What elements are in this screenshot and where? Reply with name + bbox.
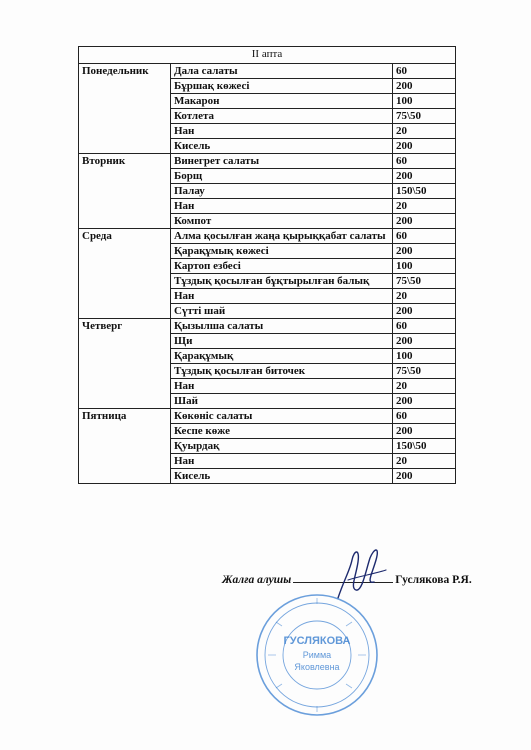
stamp-name: ГУСЛЯКОВА [283, 635, 351, 647]
day-name: Среда [79, 229, 171, 244]
menu-row [79, 304, 456, 319]
day-cell-empty [79, 139, 171, 154]
menu-row [79, 214, 456, 229]
dish-name: Винегрет салаты [171, 154, 393, 169]
dish-amount: 200 [393, 79, 456, 94]
dish-amount: 20 [393, 124, 456, 139]
dish-name: Алма қосылған жаңа қырыққабат салаты [171, 229, 393, 244]
signature-label: Жалға алушы [222, 574, 292, 586]
dish-amount: 60 [393, 409, 456, 424]
day-cell-empty [79, 169, 171, 184]
dish-name: Шай [171, 394, 393, 409]
dish-amount: 20 [393, 454, 456, 469]
dish-name: Тұздық қосылған бұқтырылған балық [171, 274, 393, 289]
menu-row [79, 274, 456, 289]
dish-name: Дала салаты [171, 64, 393, 79]
menu-row [79, 319, 456, 334]
day-cell-empty [79, 274, 171, 289]
dish-name: Қуырдақ [171, 439, 393, 454]
day-cell-empty [79, 184, 171, 199]
menu-row [79, 169, 456, 184]
day-cell-empty [79, 469, 171, 484]
dish-amount: 60 [393, 319, 456, 334]
menu-row [79, 334, 456, 349]
dish-amount: 100 [393, 259, 456, 274]
menu-row [79, 94, 456, 109]
dish-amount: 75\50 [393, 364, 456, 379]
menu-table [78, 46, 456, 484]
dish-amount: 200 [393, 304, 456, 319]
day-cell-empty [79, 379, 171, 394]
dish-amount: 200 [393, 469, 456, 484]
dish-name: Тұздық қосылған биточек [171, 364, 393, 379]
menu-row [79, 184, 456, 199]
menu-row [79, 229, 456, 244]
day-name: Вторник [79, 154, 171, 169]
menu-row [79, 349, 456, 364]
dish-name: Нан [171, 124, 393, 139]
dish-name: Нан [171, 199, 393, 214]
dish-name: Нан [171, 454, 393, 469]
menu-row [79, 409, 456, 424]
menu-row [79, 364, 456, 379]
menu-row [79, 379, 456, 394]
dish-name: Кеспе көже [171, 424, 393, 439]
dish-name: Компот [171, 214, 393, 229]
day-cell-empty [79, 394, 171, 409]
dish-amount: 200 [393, 139, 456, 154]
dish-amount: 100 [393, 349, 456, 364]
day-cell-empty [79, 79, 171, 94]
day-cell-empty [79, 364, 171, 379]
dish-name: Қарақұмық көжесі [171, 244, 393, 259]
menu-row [79, 394, 456, 409]
dish-amount: 200 [393, 244, 456, 259]
stamp-patronymic: Яковлевна [294, 662, 340, 672]
day-cell-empty [79, 334, 171, 349]
day-cell-empty [79, 304, 171, 319]
dish-amount: 20 [393, 289, 456, 304]
menu-row [79, 259, 456, 274]
dish-name: Котлета [171, 109, 393, 124]
dish-amount: 200 [393, 394, 456, 409]
dish-name: Сүтті шай [171, 304, 393, 319]
week-title: II апта [79, 47, 456, 64]
dish-name: Палау [171, 184, 393, 199]
menu-row [79, 199, 456, 214]
dish-name: Бұршақ көжесі [171, 79, 393, 94]
stamp-first-name: Римма [302, 650, 332, 660]
dish-name: Нан [171, 289, 393, 304]
dish-name: Көкөніс салаты [171, 409, 393, 424]
day-cell-empty [79, 349, 171, 364]
dish-amount: 75\50 [393, 109, 456, 124]
menu-row [79, 244, 456, 259]
dish-amount: 60 [393, 154, 456, 169]
dish-amount: 60 [393, 229, 456, 244]
menu-row [79, 139, 456, 154]
dish-amount: 75\50 [393, 274, 456, 289]
dish-name: Қарақұмық [171, 349, 393, 364]
day-name: Пятница [79, 409, 171, 424]
signature-name: Гуслякова Р.Я. [395, 574, 472, 586]
menu-row [79, 64, 456, 79]
dish-name: Щи [171, 334, 393, 349]
day-cell-empty [79, 199, 171, 214]
day-cell-empty [79, 424, 171, 439]
dish-name: Макарон [171, 94, 393, 109]
dish-amount: 200 [393, 169, 456, 184]
day-cell-empty [79, 289, 171, 304]
menu-row [79, 79, 456, 94]
dish-name: Борщ [171, 169, 393, 184]
day-cell-empty [79, 214, 171, 229]
dish-amount: 200 [393, 214, 456, 229]
menu-row [79, 124, 456, 139]
dish-amount: 60 [393, 64, 456, 79]
day-cell-empty [79, 244, 171, 259]
day-cell-empty [79, 94, 171, 109]
menu-row [79, 154, 456, 169]
day-name: Понедельник [79, 64, 171, 79]
menu-row [79, 424, 456, 439]
day-cell-empty [79, 259, 171, 274]
dish-amount: 20 [393, 199, 456, 214]
dish-name: Кисель [171, 139, 393, 154]
dish-name: Нан [171, 379, 393, 394]
dish-name: Кисель [171, 469, 393, 484]
menu-row [79, 109, 456, 124]
dish-name: Картоп езбесі [171, 259, 393, 274]
dish-amount: 150\50 [393, 184, 456, 199]
dish-amount: 20 [393, 379, 456, 394]
menu-row [79, 439, 456, 454]
day-cell-empty [79, 454, 171, 469]
dish-amount: 150\50 [393, 439, 456, 454]
dish-amount: 100 [393, 94, 456, 109]
day-name: Четверг [79, 319, 171, 334]
day-cell-empty [79, 124, 171, 139]
official-stamp [254, 592, 380, 718]
menu-row [79, 289, 456, 304]
dish-name: Қызылша салаты [171, 319, 393, 334]
menu-row [79, 469, 456, 484]
dish-amount: 200 [393, 424, 456, 439]
menu-row [79, 454, 456, 469]
day-cell-empty [79, 439, 171, 454]
day-cell-empty [79, 109, 171, 124]
dish-amount: 200 [393, 334, 456, 349]
week-header-row [79, 47, 456, 64]
